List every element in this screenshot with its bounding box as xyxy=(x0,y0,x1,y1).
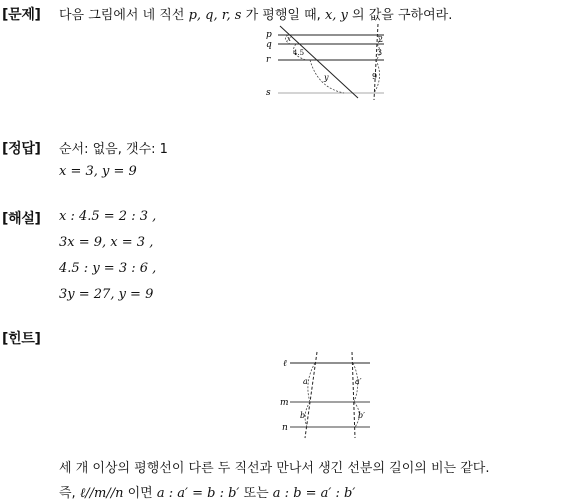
transversal-1 xyxy=(305,352,317,438)
problem-math-vars: x, y xyxy=(324,8,348,23)
problem-math-lines: p, q, r, s xyxy=(188,8,242,23)
seg-label-4-5: 4.5 xyxy=(293,49,305,57)
seg-label-9: 9 xyxy=(372,72,378,81)
problem-text xyxy=(59,4,452,23)
solution-label: [해설] xyxy=(2,211,41,227)
seg-label-y: y xyxy=(324,73,329,82)
solution-line-2: 3x = 9, x = 3 , xyxy=(59,235,154,250)
label-r: r xyxy=(266,55,271,65)
label-p: p xyxy=(266,30,272,40)
hint-text-1: 세 개 이상의 평행선이 다른 두 직선과 만나서 생긴 선분의 길이의 비는 같다. xyxy=(59,461,490,476)
hint-text-2-prefix: 즉, xyxy=(59,486,76,501)
seg-label-x: x xyxy=(287,35,291,43)
problem-text-prefix: 다음 그림에서 네 직선 xyxy=(59,8,185,23)
answer-meta: 순서: 없음, 갯수: 1 xyxy=(59,142,168,157)
problem-text-suffix: 의 값을 구하여라. xyxy=(352,8,453,23)
seg-label-2: 2 xyxy=(378,35,384,44)
hint-text-2 xyxy=(59,482,355,501)
seg-label-3: 3 xyxy=(377,48,383,57)
hint-math-ratio-1: a : a′ = b : b′ xyxy=(156,486,240,501)
label-l: ℓ xyxy=(283,359,287,369)
label-q: q xyxy=(266,40,272,50)
hint-text-2-mid: 이면 xyxy=(127,486,153,501)
seg-label-a-prime: a′ xyxy=(355,377,362,386)
solution-line-4: 3y = 27, y = 9 xyxy=(59,287,154,302)
seg-label-a: a xyxy=(303,377,308,386)
solution-line-1: x : 4.5 = 2 : 3 , xyxy=(59,209,157,224)
seg-label-b: b xyxy=(300,411,306,420)
problem-text-mid: 가 평행일 때, xyxy=(245,8,321,23)
hint-text-2-or: 또는 xyxy=(243,486,269,501)
solution-line-3: 4.5 : y = 3 : 6 , xyxy=(59,261,157,276)
label-s: s xyxy=(266,88,271,98)
hint-label: [힌트] xyxy=(2,331,41,347)
transversal-left xyxy=(280,26,358,98)
hint-math-ratio-2: a : b = a′ : b′ xyxy=(272,486,356,501)
label-n: n xyxy=(282,423,288,433)
problem-label: [문제] xyxy=(2,7,41,23)
label-m: m xyxy=(280,398,289,408)
seg-label-b-prime: b′ xyxy=(358,411,365,420)
problem-figure xyxy=(260,22,390,102)
answer-label: [정답] xyxy=(2,141,41,157)
hint-math-parallel: ℓ//m//n xyxy=(79,486,124,501)
answer-value: x = 3, y = 9 xyxy=(59,164,137,179)
hint-figure xyxy=(280,350,375,440)
